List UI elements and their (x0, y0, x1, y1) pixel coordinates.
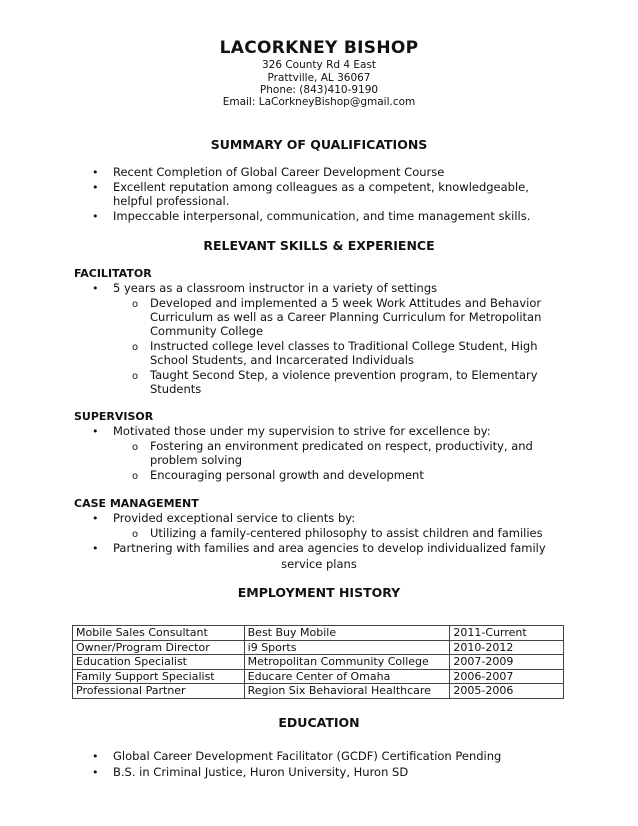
summary-item: Excellent reputation among colleagues as a competent, knowledgeable, (113, 180, 529, 194)
case-bullet: Provided exceptional service to clients by: (113, 511, 356, 525)
facilitator-subitem-continued: Students (150, 382, 202, 396)
address-line-2: Prattville, AL 36067 (267, 72, 371, 84)
table-row (73, 669, 564, 684)
supervisor-subitem-continued: problem solving (150, 453, 243, 467)
supervisor-subitem: Fostering an environment predicated on respect, productivity, and (150, 439, 533, 453)
bullet-icon: • (92, 181, 99, 194)
employer: Metropolitan Community College (244, 655, 450, 670)
case-subitem: Utilizing a family-centered philosophy to assist children and families (150, 526, 543, 540)
phone: Phone: (843)410-9190 (259, 84, 379, 96)
table-row (73, 640, 564, 655)
supervisor-subitem: Encouraging personal growth and development (150, 468, 424, 482)
facilitator-title: FACILITATOR (74, 267, 152, 280)
dates: 2010-2012 (450, 640, 564, 655)
dates: 2005-2006 (450, 684, 564, 699)
education-heading: EDUCATION (278, 715, 360, 730)
table-row (73, 655, 564, 670)
summary-item-continued: helpful professional. (113, 194, 230, 208)
circle-bullet-icon: o (132, 299, 139, 310)
email: Email: LaCorkneyBishop@gmail.com (222, 96, 416, 108)
bullet-icon: • (92, 512, 99, 525)
employer: i9 Sports (244, 640, 450, 655)
table-row (73, 684, 564, 699)
supervisor-bullet: Motivated those under my supervision to strive for excellence by: (113, 424, 491, 438)
case-bullet: Partnering with families and area agencies to develop individualized family (113, 541, 546, 555)
summary-heading: SUMMARY OF QUALIFICATIONS (210, 137, 428, 152)
job-title: Owner/Program Director (73, 640, 245, 655)
facilitator-subitem-continued: Community College (150, 324, 264, 338)
education-item: Global Career Development Facilitator (GCDF) Certification Pending (113, 749, 502, 763)
summary-item: Recent Completion of Global Career Development Course (113, 165, 445, 179)
facilitator-subitem: Instructed college level classes to Traditional College Student, High (150, 339, 538, 353)
case-management-title: CASE MANAGEMENT (74, 497, 199, 510)
bullet-icon: • (92, 166, 99, 179)
dates: 2006-2007 (450, 669, 564, 684)
job-title: Professional Partner (73, 684, 245, 699)
address-line-1: 326 County Rd 4 East (261, 59, 377, 71)
employer: Educare Center of Omaha (244, 669, 450, 684)
circle-bullet-icon: o (132, 342, 139, 353)
job-title: Mobile Sales Consultant (73, 626, 245, 641)
facilitator-subitem-continued: School Students, and Incarcerated Individuals (150, 353, 414, 367)
education-item: B.S. in Criminal Justice, Huron University, Huron SD (113, 765, 409, 779)
facilitator-subitem-continued: Curriculum as well as a Career Planning Curriculum for Metropolitan (150, 310, 542, 324)
table-row (73, 626, 564, 641)
dates: 2011-Current (450, 626, 564, 641)
facilitator-subitem: Developed and implemented a 5 week Work Attitudes and Behavior (150, 296, 542, 310)
employer: Region Six Behavioral Healthcare (244, 684, 450, 699)
dates: 2007-2009 (450, 655, 564, 670)
bullet-icon: • (92, 766, 99, 779)
circle-bullet-icon: o (132, 442, 139, 453)
job-title: Family Support Specialist (73, 669, 245, 684)
bullet-icon: • (92, 542, 99, 555)
supervisor-title: SUPERVISOR (74, 410, 154, 423)
bullet-icon: • (92, 750, 99, 763)
job-title: Education Specialist (73, 655, 245, 670)
summary-item: Impeccable interpersonal, communication, and time management skills. (113, 209, 531, 223)
circle-bullet-icon: o (132, 371, 139, 382)
employer: Best Buy Mobile (244, 626, 450, 641)
skills-heading: RELEVANT SKILLS & EXPERIENCE (203, 238, 435, 253)
circle-bullet-icon: o (132, 471, 139, 482)
facilitator-subitem: Taught Second Step, a violence prevention program, to Elementary (150, 368, 538, 382)
facilitator-bullet: 5 years as a classroom instructor in a variety of settings (113, 281, 438, 295)
applicant-name: LACORKNEY BISHOP (219, 38, 419, 58)
bullet-icon: • (92, 425, 99, 438)
employment-heading: EMPLOYMENT HISTORY (237, 585, 401, 600)
circle-bullet-icon: o (132, 529, 139, 540)
case-bullet-continued: service plans (281, 557, 357, 571)
employment-table (72, 625, 564, 699)
bullet-icon: • (92, 210, 99, 223)
bullet-icon: • (92, 282, 99, 295)
